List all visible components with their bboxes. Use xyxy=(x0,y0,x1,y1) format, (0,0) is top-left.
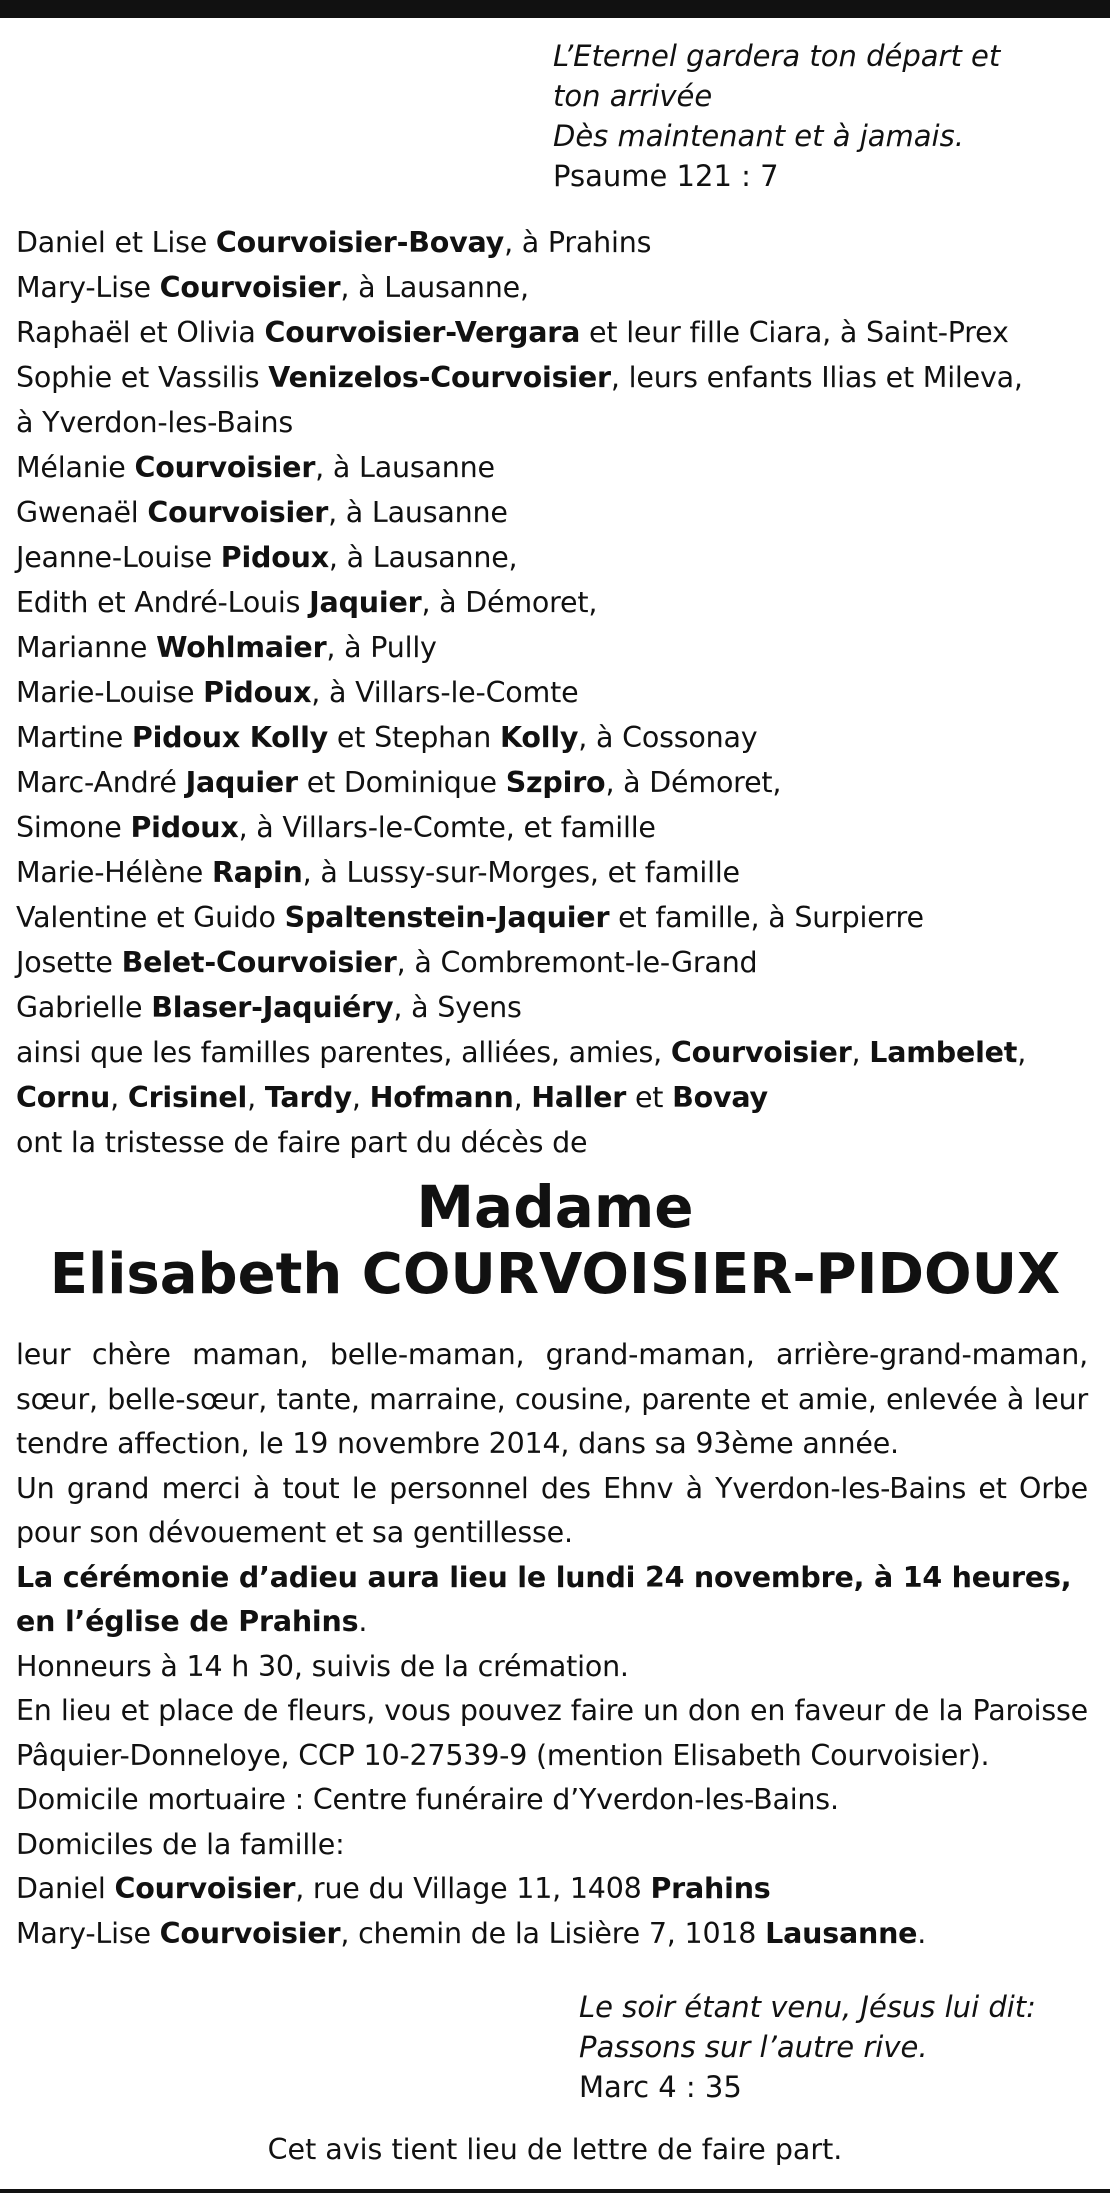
family-list xyxy=(16,220,1096,1165)
surname: Spaltenstein-Jaquier xyxy=(284,901,610,934)
separator: , xyxy=(351,1081,370,1114)
separator: , xyxy=(513,1081,532,1114)
family-row xyxy=(16,310,1096,355)
surname: Courvoisier xyxy=(134,451,316,484)
location: , à Villars-le-Comte, et famille xyxy=(238,811,656,844)
location: , à Lausanne xyxy=(315,451,495,484)
location: et leur fille Ciara, à Saint-Prex xyxy=(580,316,1009,349)
given-names: Marie-Hélène xyxy=(16,856,212,889)
given-names: Josette xyxy=(16,946,122,979)
ceremony-text: La cérémonie d’adieu aura lieu le lundi 24 novembre, à 14 heures, en l’église de Prahins xyxy=(16,1560,1072,1638)
town: Prahins xyxy=(650,1872,771,1905)
family-row xyxy=(16,445,1096,490)
family-row xyxy=(16,220,1096,265)
surname: Venizelos-Courvoisier xyxy=(268,361,611,394)
given-names: Simone xyxy=(16,811,131,844)
location: , à Lausanne, xyxy=(340,271,529,304)
bottom-border-rule xyxy=(0,2189,1110,2193)
surname: Hofmann xyxy=(369,1081,514,1114)
thanks-paragraph: Un grand merci à tout le personnel des Ehnv à Yverdon-les-Bains et Orbe pour son dévouement et sa gentillesse. xyxy=(16,1471,1088,1549)
family-row xyxy=(16,895,1096,940)
surname: Wohlmaier xyxy=(156,631,327,664)
family-row xyxy=(16,355,1096,400)
given-names: Mary-Lise xyxy=(16,1916,160,1950)
opening-verse-line-1: L’Eternel gardera ton départ et xyxy=(553,39,1001,73)
opening-verse-line-3: Dès maintenant et à jamais. xyxy=(553,119,964,153)
opening-verse-reference: Psaume 121 : 7 xyxy=(553,159,779,193)
surname: Pidoux Kolly xyxy=(131,721,329,754)
family-row xyxy=(16,1075,1096,1120)
location: , à Cossonay xyxy=(578,721,758,754)
given-names: Sophie et Vassilis xyxy=(16,361,269,394)
relationship-paragraph: leur chère maman, belle-maman, grand-maman, arrière-grand-maman, sœur, belle-sœur, tante, marraine, cousine, parente et amie, enlevée à leur tendre affection, le 19 novembre 2014, dans sa 93ème année. xyxy=(16,1338,1088,1460)
honours-line: Honneurs à 14 h 30, suivis de la crémation. xyxy=(16,1649,629,1683)
family-row xyxy=(16,760,1096,805)
family-row xyxy=(16,535,1096,580)
family-row xyxy=(16,265,1096,310)
family-row xyxy=(16,1030,1096,1075)
surname: Belet-Courvoisier xyxy=(121,946,397,979)
location: , à Prahins xyxy=(504,226,652,259)
given-names: Daniel et Lise xyxy=(16,226,216,259)
given-names: et Stephan xyxy=(328,721,501,754)
separator: et xyxy=(626,1081,673,1114)
surname: Jaquier xyxy=(309,586,422,619)
given-names: Mary-Lise xyxy=(16,271,160,304)
family-address xyxy=(16,1867,1088,1912)
surname: Courvoisier-Bovay xyxy=(215,226,505,259)
surname: Courvoisier xyxy=(159,1916,341,1950)
given-names: Martine xyxy=(16,721,132,754)
deceased-title: Madame xyxy=(416,1173,694,1241)
location: , à Lausanne xyxy=(328,496,508,529)
separator: , xyxy=(247,1081,265,1114)
given-names: et Dominique xyxy=(297,766,506,799)
location: et famille, à Surpierre xyxy=(609,901,924,934)
surname: Courvoisier xyxy=(670,1036,852,1069)
family-row xyxy=(16,400,1096,445)
separator: . xyxy=(917,1916,927,1950)
opening-verse-line-2: ton arrivée xyxy=(553,79,713,113)
surname: Haller xyxy=(531,1081,627,1114)
surname: Tardy xyxy=(264,1081,352,1114)
family-addresses-heading: Domiciles de la famille: xyxy=(16,1827,345,1861)
location: , à Villars-le-Comte xyxy=(311,676,579,709)
surname: Crisinel xyxy=(127,1081,248,1114)
surname: Jaquier xyxy=(185,766,298,799)
family-address xyxy=(16,1912,1088,1957)
announcement-line: ont la tristesse de faire part du décès de xyxy=(16,1126,588,1159)
family-row xyxy=(16,490,1096,535)
ceremony-paragraph xyxy=(16,1556,1088,1645)
location: à Yverdon-les-Bains xyxy=(16,406,294,439)
location: , à Combremont-le-Grand xyxy=(396,946,758,979)
surname: Courvoisier xyxy=(159,271,341,304)
given-names: Marc-André xyxy=(16,766,186,799)
location: , leurs enfants Ilias et Mileva, xyxy=(610,361,1023,394)
street-address: , chemin de la Lisière 7, 1018 xyxy=(340,1916,766,1950)
surname: Szpiro xyxy=(505,766,606,799)
surname: Courvoisier-Vergara xyxy=(264,316,581,349)
notice-body xyxy=(16,1333,1088,1956)
separator: , xyxy=(851,1036,870,1069)
family-row xyxy=(16,580,1096,625)
given-names: Marianne xyxy=(16,631,157,664)
location: , à Syens xyxy=(393,991,522,1024)
given-names: Mélanie xyxy=(16,451,135,484)
family-row xyxy=(16,985,1096,1030)
surname: Courvoisier xyxy=(147,496,329,529)
deceased-name-block xyxy=(0,1172,1110,1310)
location: , à Démoret, xyxy=(421,586,598,619)
surname: Blaser-Jaquiéry xyxy=(151,991,394,1024)
location: , à Lussy-sur-Morges, et famille xyxy=(302,856,740,889)
given-names: Valentine et Guido xyxy=(16,901,285,934)
given-names: Daniel xyxy=(16,1872,115,1905)
surname: Pidoux xyxy=(203,676,312,709)
surname: Courvoisier xyxy=(114,1872,296,1905)
given-names: Raphaël et Olivia xyxy=(16,316,265,349)
closing-note: Cet avis tient lieu de lettre de faire part. xyxy=(267,2133,843,2166)
closing-verse xyxy=(579,1987,1099,2107)
location: , à Démoret, xyxy=(605,766,782,799)
opening-verse xyxy=(553,36,1073,196)
surname: Lambelet xyxy=(869,1036,1018,1069)
surname: Bovay xyxy=(672,1081,768,1114)
location: , à Pully xyxy=(326,631,437,664)
surname: Pidoux xyxy=(130,811,239,844)
surname: Pidoux xyxy=(220,541,329,574)
relatives-intro: ainsi que les familles parentes, alliées, amies, xyxy=(16,1036,671,1069)
family-row xyxy=(16,625,1096,670)
given-names: Jeanne-Louise xyxy=(16,541,221,574)
family-row xyxy=(16,715,1096,760)
given-names: Marie-Louise xyxy=(16,676,204,709)
deceased-full-name: Elisabeth COURVOISIER-PIDOUX xyxy=(49,1242,1061,1307)
location: , à Lausanne, xyxy=(328,541,518,574)
family-row xyxy=(16,805,1096,850)
surname: Rapin xyxy=(211,856,303,889)
closing-verse-line-2: Passons sur l’autre rive. xyxy=(579,2030,928,2064)
separator: , xyxy=(110,1081,128,1114)
given-names: Gwenaël xyxy=(16,496,148,529)
separator: , xyxy=(1017,1036,1027,1069)
closing-verse-line-1: Le soir étant venu, Jésus lui dit: xyxy=(579,1990,1036,2024)
closing-verse-reference: Marc 4 : 35 xyxy=(579,2070,742,2104)
surname: Cornu xyxy=(16,1081,111,1114)
ceremony-period: . xyxy=(358,1605,368,1638)
surname: Kolly xyxy=(500,721,579,754)
family-row xyxy=(16,850,1096,895)
family-row xyxy=(16,670,1096,715)
mortuary-line: Domicile mortuaire : Centre funéraire d’Yverdon-les-Bains. xyxy=(16,1783,839,1816)
family-row xyxy=(16,940,1096,985)
top-border-rule xyxy=(0,0,1110,18)
given-names: Edith et André-Louis xyxy=(16,586,310,619)
donation-paragraph: En lieu et place de fleurs, vous pouvez faire un don en faveur de la Paroisse Pâquier-Donneloye, CCP 10-27539-9 (mention Elisabeth Courvoisier). xyxy=(16,1694,1088,1772)
given-names: Gabrielle xyxy=(16,991,152,1024)
street-address: , rue du Village 11, 1408 xyxy=(295,1872,651,1905)
town: Lausanne xyxy=(765,1916,918,1950)
